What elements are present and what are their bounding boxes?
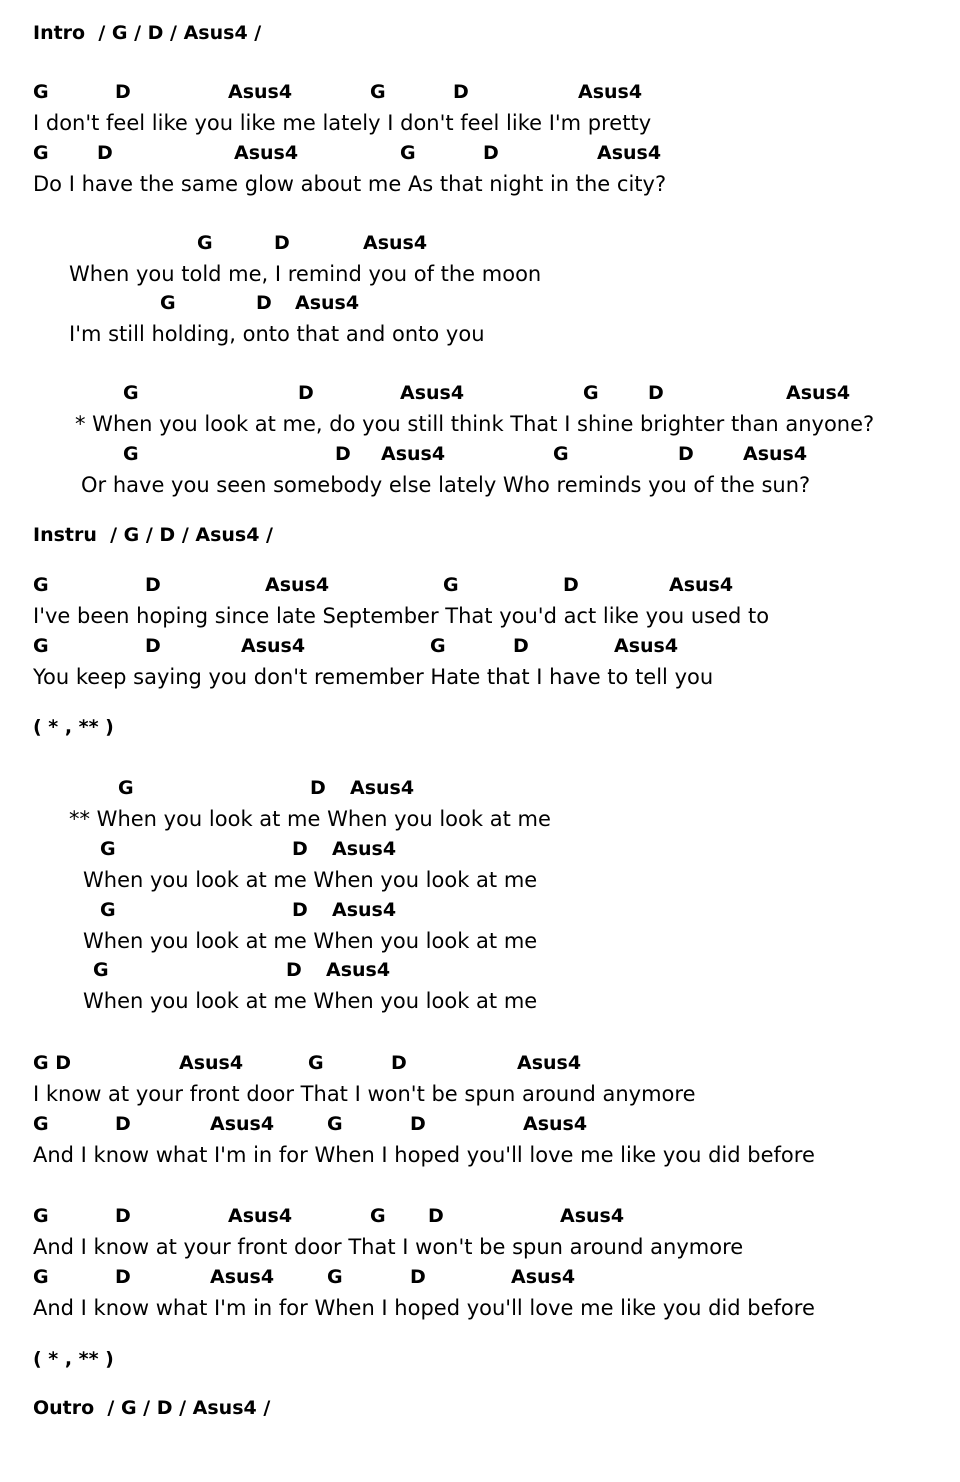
- chord-label: D: [292, 899, 308, 921]
- chord-label: Asus4: [381, 443, 446, 465]
- chord-label: Asus4: [326, 959, 391, 981]
- chord-label: G: [370, 81, 386, 103]
- chord-label: Asus4: [517, 1052, 582, 1074]
- chord-label: G: [118, 777, 134, 799]
- chord-label: G: [327, 1113, 343, 1135]
- chord-label: G: [33, 1205, 49, 1227]
- chord-label: D: [648, 382, 664, 404]
- chord-label: G: [160, 292, 176, 314]
- chord-label: D: [115, 1205, 131, 1227]
- chord-label: G: [308, 1052, 324, 1074]
- chord-label: D: [483, 142, 499, 164]
- chord-label: Asus4: [265, 574, 330, 596]
- chord-label: G: [33, 1113, 49, 1135]
- chord-label: Asus4: [228, 81, 293, 103]
- chord-label: G: [370, 1205, 386, 1227]
- lyric-line: I've been hoping since late September That you'd act like you used to: [33, 604, 770, 628]
- lyric-line: When you told me, I remind you of the moon: [69, 262, 542, 286]
- chord-label: D: [115, 1113, 131, 1135]
- chord-label: D: [115, 1266, 131, 1288]
- chord-label: Asus4: [179, 1052, 244, 1074]
- chord-label: G: [33, 574, 49, 596]
- chord-label: G: [443, 574, 459, 596]
- lyric-line: When you look at me When you look at me: [83, 929, 538, 953]
- chord-label: D: [145, 574, 161, 596]
- chord-label: G: [33, 1266, 49, 1288]
- chord-label: G: [100, 899, 116, 921]
- chord-label: D: [410, 1266, 426, 1288]
- lyric-line: And I know what I'm in for When I hoped you'll love me like you did before: [33, 1143, 815, 1167]
- chord-label: G: [400, 142, 416, 164]
- chord-label: D: [563, 574, 579, 596]
- chord-label: Asus4: [400, 382, 465, 404]
- lyric-line: ** When you look at me When you look at me: [69, 807, 551, 831]
- chord-label: D: [513, 635, 529, 657]
- lyric-line: * When you look at me, do you still think That I shine brighter than anyone?: [75, 412, 875, 436]
- lyric-line: And I know at your front door That I won't be spun around anymore: [33, 1235, 744, 1259]
- chord-label: G: [197, 232, 213, 254]
- chord-label: D: [145, 635, 161, 657]
- chord-label: G: [33, 142, 49, 164]
- chord-label: G: [100, 838, 116, 860]
- chord-label: Asus4: [295, 292, 360, 314]
- chord-label: Asus4: [511, 1266, 576, 1288]
- chord-label: D: [298, 382, 314, 404]
- chord-label: D: [310, 777, 326, 799]
- chord-label: G: [553, 443, 569, 465]
- chord-label: D: [678, 443, 694, 465]
- lyric-line: And I know what I'm in for When I hoped you'll love me like you did before: [33, 1296, 815, 1320]
- chord-label: D: [286, 959, 302, 981]
- chord-label: G D: [33, 1052, 71, 1074]
- section-label: ( * , ** ): [33, 1348, 114, 1370]
- chord-label: Asus4: [578, 81, 643, 103]
- lyric-line: I know at your front door That I won't be spun around anymore: [33, 1082, 696, 1106]
- chord-label: Asus4: [363, 232, 428, 254]
- chord-label: Asus4: [669, 574, 734, 596]
- chord-label: G: [583, 382, 599, 404]
- chord-label: Asus4: [210, 1113, 275, 1135]
- lyric-line: When you look at me When you look at me: [83, 989, 538, 1013]
- lyric-line: Do I have the same glow about me As that night in the city?: [33, 172, 667, 196]
- chord-label: D: [391, 1052, 407, 1074]
- chord-label: Asus4: [241, 635, 306, 657]
- section-label: Instru / G / D / Asus4 /: [33, 524, 273, 546]
- lyric-line: I'm still holding, onto that and onto you: [69, 322, 485, 346]
- chord-label: D: [115, 81, 131, 103]
- chord-label: Asus4: [597, 142, 662, 164]
- chord-label: G: [327, 1266, 343, 1288]
- chord-label: D: [97, 142, 113, 164]
- chord-label: Asus4: [743, 443, 808, 465]
- lyric-line: When you look at me When you look at me: [83, 868, 538, 892]
- chord-label: G: [123, 443, 139, 465]
- chord-label: Asus4: [350, 777, 415, 799]
- chord-label: G: [430, 635, 446, 657]
- chord-label: Asus4: [332, 899, 397, 921]
- chord-label: D: [453, 81, 469, 103]
- chord-label: Asus4: [234, 142, 299, 164]
- lyric-line: I don't feel like you like me lately I don't feel like I'm pretty: [33, 111, 652, 135]
- chord-label: Asus4: [228, 1205, 293, 1227]
- section-label: Intro / G / D / Asus4 /: [33, 22, 262, 44]
- chord-label: Asus4: [614, 635, 679, 657]
- chord-label: G: [33, 635, 49, 657]
- chord-label: Asus4: [332, 838, 397, 860]
- chord-label: D: [292, 838, 308, 860]
- chord-label: D: [256, 292, 272, 314]
- chord-label: G: [93, 959, 109, 981]
- lyric-line: Or have you seen somebody else lately Who reminds you of the sun?: [81, 473, 811, 497]
- chord-label: D: [274, 232, 290, 254]
- chord-label: Asus4: [786, 382, 851, 404]
- lyric-line: You keep saying you don't remember Hate that I have to tell you: [33, 665, 714, 689]
- chord-label: G: [123, 382, 139, 404]
- chord-label: Asus4: [523, 1113, 588, 1135]
- chord-label: D: [428, 1205, 444, 1227]
- section-label: ( * , ** ): [33, 716, 114, 738]
- chord-label: Asus4: [210, 1266, 275, 1288]
- section-label: Outro / G / D / Asus4 /: [33, 1397, 271, 1419]
- chord-label: D: [335, 443, 351, 465]
- chord-label: D: [410, 1113, 426, 1135]
- chord-label: G: [33, 81, 49, 103]
- chord-label: Asus4: [560, 1205, 625, 1227]
